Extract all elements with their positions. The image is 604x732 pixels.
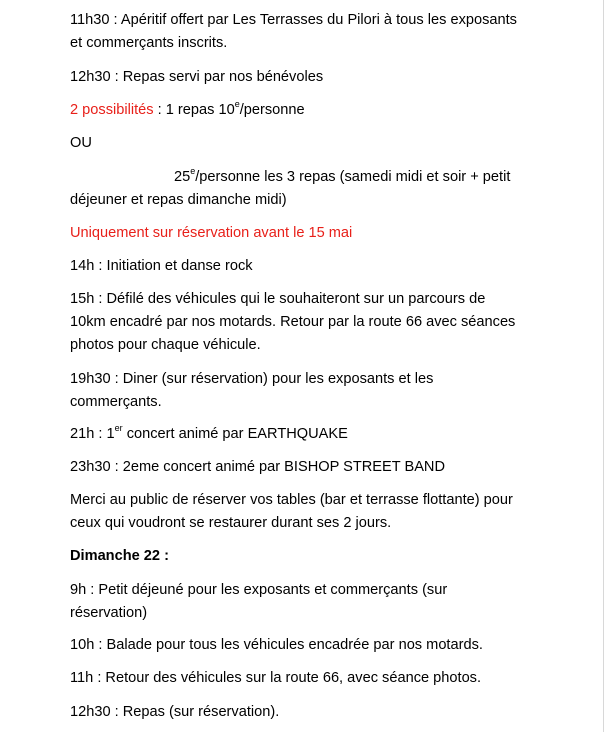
- public-notice-line-1: Merci au public de réserver vos tables (bar et terrasse flottante) pour: [70, 492, 513, 508]
- day-heading-sunday: Dimanche 22 :: [70, 548, 169, 564]
- schedule-item-rock: 14h : Initiation et danse rock: [70, 258, 253, 274]
- schedule-item-aperitif: [70, 9, 550, 55]
- parade-line-3: photos pour chaque véhicule.: [70, 337, 261, 353]
- schedule-item-concert-1: [70, 423, 550, 446]
- schedule-item-concert-2: 23h30 : 2eme concert animé par BISHOP STREET BAND: [70, 459, 446, 475]
- dinner-line-1: 19h30 : Diner (sur réservation) pour les exposants et les: [70, 371, 434, 387]
- reservation-notice: Uniquement sur réservation avant le 15 mai: [70, 225, 353, 241]
- or-separator: OU: [70, 135, 92, 151]
- meal-options-highlight: 2 possibilités: [70, 102, 154, 118]
- schedule-item-ride: 10h : Balade pour tous les véhicules encadrée par nos motards.: [70, 637, 483, 653]
- meal-option-single-text: : 1 repas 10: [153, 102, 235, 118]
- aperitif-line-1: 11h30 : Apéritif offert par Les Terrasses du Pilori à tous les exposants: [70, 12, 517, 28]
- meal-package-price: 25: [174, 169, 191, 185]
- schedule-item-lunch: 12h30 : Repas servi par nos bénévoles: [70, 69, 324, 85]
- meal-option-single-unit: /personne: [239, 102, 305, 118]
- euro-superscript-2: e: [190, 166, 196, 177]
- meal-package-desc: /personne les 3 repas (samedi midi et soir + petit: [195, 169, 511, 185]
- schedule-item-parade: [70, 288, 550, 357]
- concert-1-time: 21h : 1: [70, 426, 115, 442]
- schedule-item-breakfast: [70, 579, 550, 625]
- schedule-item-dinner: [70, 368, 550, 414]
- breakfast-line-2: réservation): [70, 605, 148, 621]
- breakfast-line-1: 9h : Petit déjeuné pour les exposants et commerçants (sur: [70, 582, 448, 598]
- euro-superscript: e: [234, 99, 240, 110]
- meal-package-price-wrapper: [174, 166, 510, 189]
- public-notice: [70, 489, 550, 535]
- ordinal-superscript: er: [114, 423, 123, 434]
- meal-package-line-2: déjeuner et repas dimanche midi): [70, 192, 287, 208]
- public-notice-line-2: ceux qui voudront se restaurer durant ses 2 jours.: [70, 515, 392, 531]
- parade-line-1: 15h : Défilé des véhicules qui le souhaiteront sur un parcours de: [70, 291, 486, 307]
- schedule-item-sunday-lunch: 12h30 : Repas (sur réservation).: [70, 704, 280, 720]
- meal-options: [70, 99, 550, 122]
- dinner-line-2: commerçants.: [70, 394, 162, 410]
- aperitif-line-2: et commerçants inscrits.: [70, 35, 228, 51]
- schedule-item-return: 11h : Retour des véhicules sur la route 66, avec séance photos.: [70, 670, 482, 686]
- parade-line-2: 10km encadré par nos motards. Retour par la route 66 avec séances: [70, 314, 516, 330]
- concert-1-desc: concert animé par EARTHQUAKE: [122, 426, 348, 442]
- meal-option-package: [70, 166, 550, 212]
